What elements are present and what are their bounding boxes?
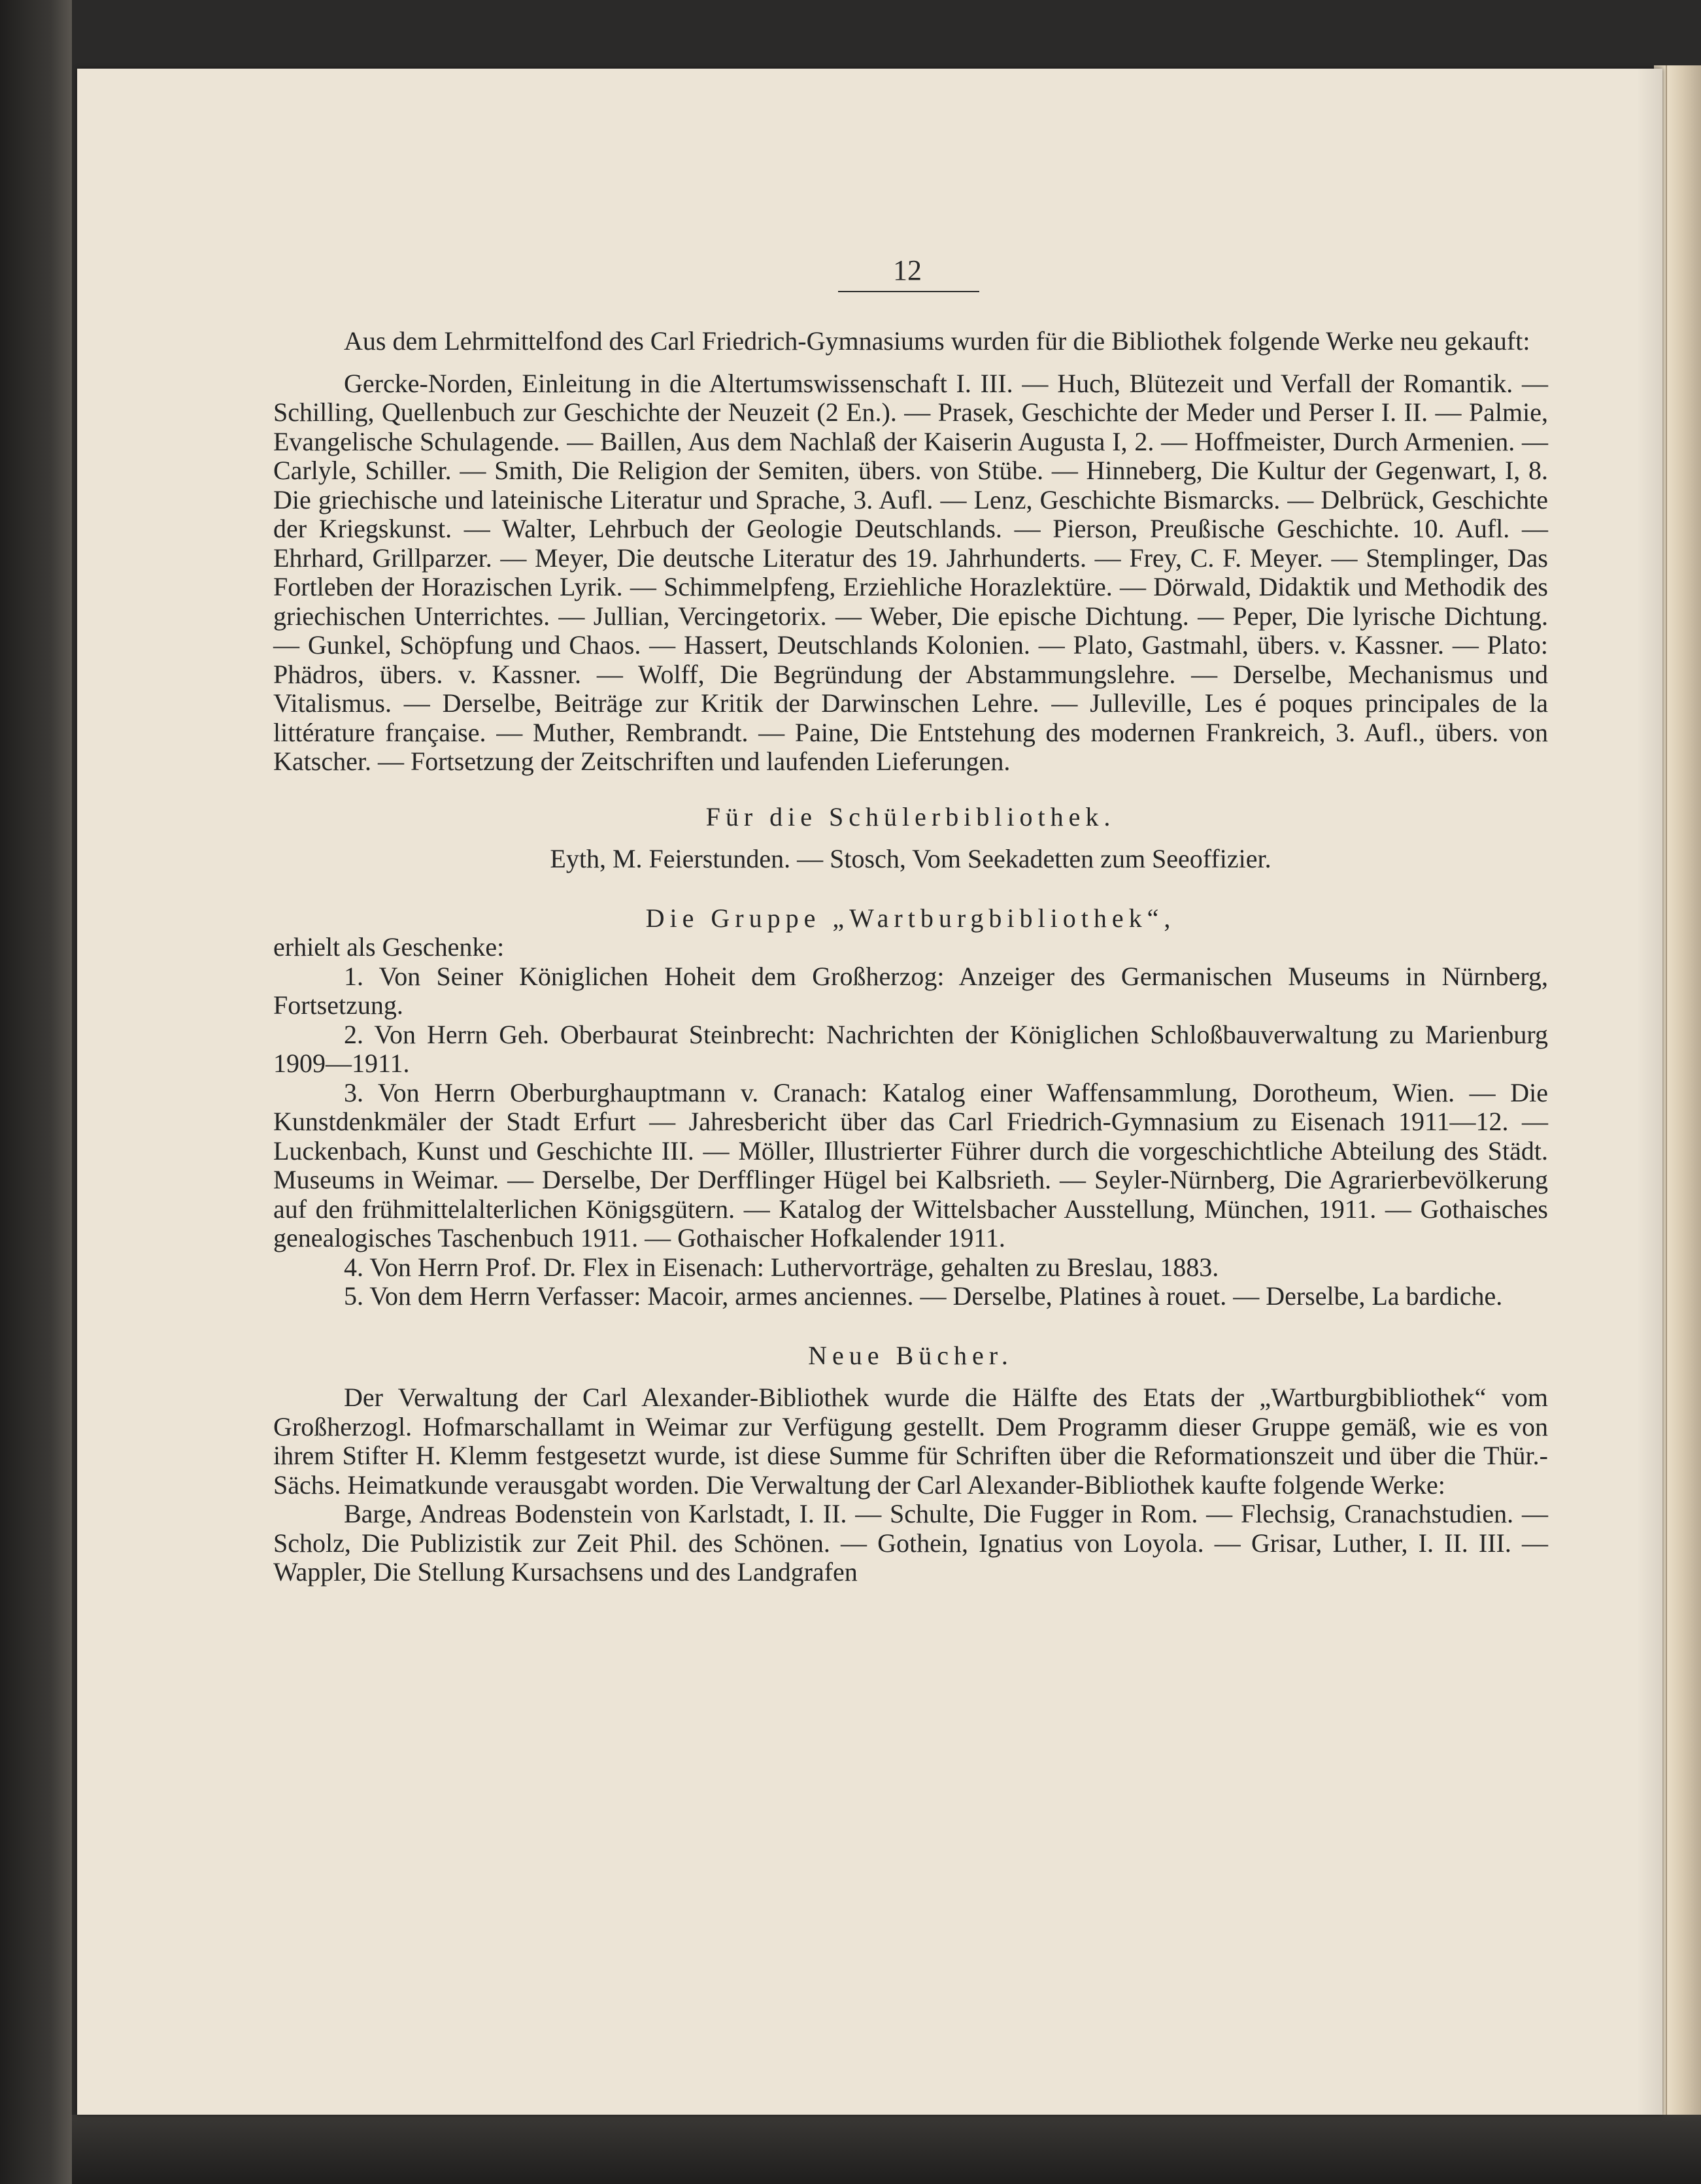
schuelerbibliothek-heading: Für die Schülerbibliothek. [705,801,1116,832]
neue-buecher-heading: Neue Bücher. [808,1340,1013,1370]
gift-item-1: 1. Von Seiner Königlichen Hoheit dem Großherzog: Anzeiger des Germanischen Museums in Nürnberg, Fortsetzung. [273,961,1548,1020]
page-number: 12 [893,254,922,286]
page-number-rule [838,291,979,292]
wartburgbibliothek-intro: erhielt als Geschenke: [273,932,505,962]
gift-item-5: 5. Von dem Herrn Verfasser: Macoir, armes anciennes. — Derselbe, Platines à rouet. — Derselbe, La bardiche. [344,1281,1503,1311]
schuelerbibliothek-list: Eyth, M. Feierstunden. — Stosch, Vom Seekadetten zum Seeoffizier. [550,844,1272,873]
neue-buecher-list: Barge, Andreas Bodenstein von Karlstadt, I. II. — Schulte, Die Fugger in Rom. — Flechsig, Cranachstudien. — Scholz, Die Publizistik zur Zeit Phil. des Schönen. — Gothein, Ignatius von Loyola. — Grisar, Luther, I. II. III. — Wappler, Die Stellung Kursachsens und des Landgrafen [273,1499,1548,1587]
gift-item-2: 2. Von Herrn Geh. Oberbaurat Steinbrecht: Nachrichten der Königlichen Schloßbauverwaltung zu Marienburg 1909—1911. [273,1019,1548,1078]
page-body [273,327,1548,1587]
gift-item-3: 3. Von Herrn Oberburghauptmann v. Cranach: Katalog einer Waffensammlung, Dorotheum, Wien. — Die Kunstdenkmäler der Stadt Erfurt — Jahresbericht über das Carl Friedrich-Gymnasium zu Eisenach 1911—12. — Luckenbach, Kunst und Geschichte III. — Möller, Illustrierter Führer durch die vorgeschichtliche Abteilung des Städt. Museums in Weimar. — Derselbe, Der Derfflinger Hügel bei Kalbsrieth. — Seyler-Nürnberg, Die Agrarierbevölkerung auf den frühmittelalterlichen Königsgütern. — Katalog der Wittelsbacher Ausstellung, München, 1911. — Gothaisches genealogisches Taschenbuch 1911. — Gothaischer Hofkalender 1911. [273,1077,1548,1252]
scan-background-bottom [72,2115,1701,2184]
purchase-list-paragraph: Gercke-Norden, Einleitung in die Altertumswissenschaft I. III. — Huch, Blütezeit und Verfall der Romantik. — Schilling, Quellenbuch zur Geschichte der Neuzeit (2 En.). — Prasek, Geschichte der Meder und Perser I. II. — Palmie, Evangelische Schulagende. — Baillen, Aus dem Nachlaß der Kaiserin Augusta I, 2. — Hoffmeister, Durch Armenien. — Carlyle, Schiller. — Smith, Die Religion der Semiten, übers. von Stübe. — Hinneberg, Die Kultur der Gegenwart, I, 8. Die griechische und lateinische Literatur und Sprache, 3. Aufl. — Lenz, Geschichte Bismarcks. — Delbrück, Geschichte der Kriegskunst. — Walter, Lehrbuch der Geologie Deutschlands. — Pierson, Preußische Geschichte. 10. Aufl. — Ehrhard, Grillparzer. — Meyer, Die deutsche Literatur des 19. Jahrhunderts. — Frey, C. F. Meyer. — Stemplinger, Das Fortleben der Horazischen Lyrik. — Schimmelpfeng, Erziehliche Horazlektüre. — Dörwald, Didaktik und Methodik des griechischen Unterrichtes. — Jullian, Vercingetorix. — Weber, Die epische Dichtung. — Peper, Die lyrische Dichtung. — Gunkel, Schöpfung und Chaos. — Hassert, Deutschlands Kolonien. — Plato, Gastmahl, übers. v. Kassner. — Plato: Phädros, übers. v. Kassner. — Wolff, Die Begründung der Abstammungslehre. — Derselbe, Mechanismus und Vitalismus. — Derselbe, Beiträge zur Kritik der Darwinschen Lehre. — Julleville, Les é poques principales de la littérature française. — Muther, Rembrandt. — Paine, Die Entstehung des modernen Frankreich, 3. Aufl., übers. von Katscher. — Fortsetzung der Zeitschriften und laufenden Lieferungen. [273,368,1548,776]
neue-buecher-intro: Der Verwaltung der Carl Alexander-Bibliothek wurde die Hälfte des Etats der „Wartburgbibliothek“ vom Großherzogl. Hofmarschallamt in Weimar zur Verfügung gestellt. Dem Programm dieser Gruppe gemäß, wie es von ihrem Stifter H. Klemm festgesetzt wurde, ist diese Summe für Schriften über die Reformationszeit und über die Thür.-Sächs. Heimatkunde verausgabt worden. Die Verwaltung der Carl Alexander-Bibliothek kaufte folgende Werke: [273,1383,1548,1500]
intro-paragraph: Aus dem Lehrmittelfond des Carl Friedrich-Gymnasiums wurden für die Bibliothek folgende Werke neu gekauft: [344,326,1530,356]
gift-item-4: 4. Von Herrn Prof. Dr. Flex in Eisenach: Luthervorträge, gehalten zu Breslau, 1883. [344,1252,1219,1282]
scan-background-left [0,0,72,2184]
wartburgbibliothek-heading: Die Gruppe „Wartburgbibliothek“, [645,903,1176,933]
